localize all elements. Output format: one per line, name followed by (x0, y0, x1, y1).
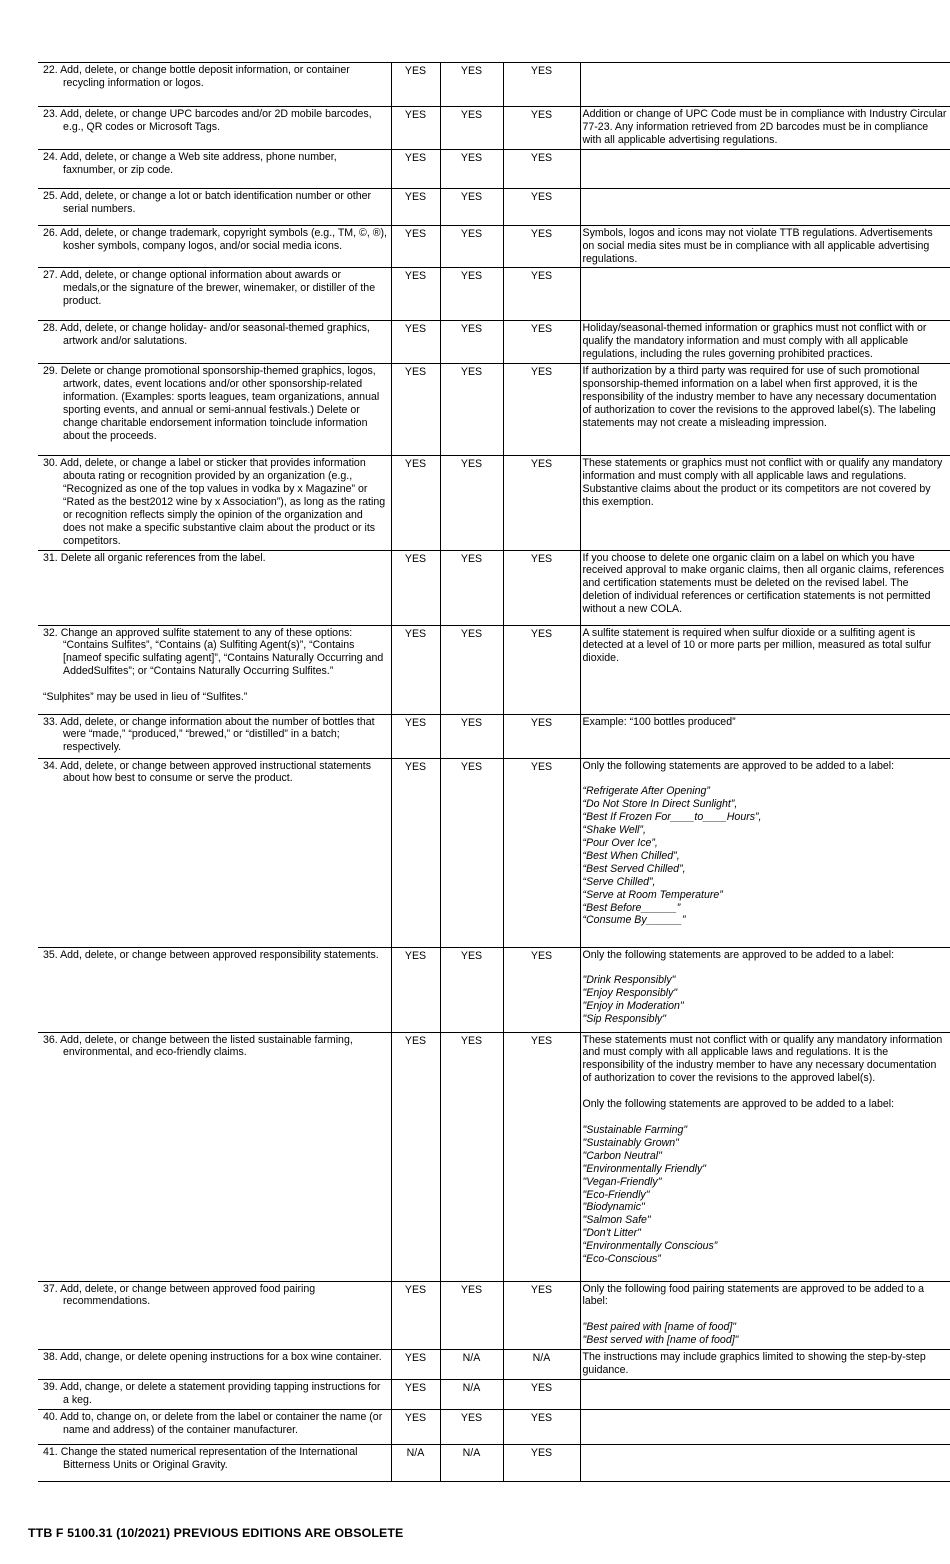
applicability-cell-1: YES (391, 1350, 440, 1380)
form-footer: TTB F 5100.31 (10/2021) PREVIOUS EDITIONS ARE OBSOLETE (28, 1526, 404, 1540)
applicability-cell-3: N/A (503, 1350, 580, 1380)
applicability-cell-3: YES (503, 625, 580, 714)
item-number: 37. (43, 1282, 58, 1295)
description-line (41, 1283, 388, 1309)
applicability-cell-1: YES (391, 188, 440, 225)
item-number: 40. (43, 1410, 58, 1423)
applicability-cell-2: YES (440, 758, 503, 947)
remark-text: Only the following statements are approved to be added to a label: (582, 948, 895, 961)
change-description (38, 714, 391, 758)
change-description (38, 456, 391, 550)
item-text: Add, change, or delete a statement providing tapping instructions for a keg. (60, 1380, 381, 1406)
applicability-cell-3: YES (503, 188, 580, 225)
item-number: 28. (43, 322, 58, 335)
remarks-cell (580, 364, 950, 456)
approved-statement: "Biodynamic" (582, 1201, 645, 1214)
applicability-cell-2: YES (440, 268, 503, 321)
applicability-cell-3: YES (503, 268, 580, 321)
item-text-note: “Sulphites” may be used in lieu of “Sulfites.” (43, 691, 248, 704)
remark-text: If you choose to delete one organic claim on a label on which you have received approval to make organic claims, then all organic claims, references and certification statements must be deleted on the revised label. The deletion of individual references or certification statements is not permitted without a new COLA. (582, 551, 945, 616)
description-line (41, 552, 388, 565)
applicability-cell-3: YES (503, 550, 580, 625)
applicability-cell-3: YES (503, 321, 580, 364)
remarks-cell (580, 1350, 950, 1380)
description-line (41, 627, 388, 679)
change-description (38, 107, 391, 150)
description-line (41, 322, 388, 348)
change-description (38, 321, 391, 364)
remarks-cell (580, 107, 950, 150)
table-row (38, 1444, 950, 1481)
approved-statement: “Best Before______” (582, 901, 681, 914)
table-row (38, 225, 950, 268)
item-number: 34. (43, 759, 58, 772)
item-number: 38. (43, 1351, 58, 1364)
table-row (38, 456, 950, 550)
applicability-cell-3: YES (503, 1409, 580, 1444)
item-number: 41. (43, 1445, 58, 1458)
applicability-cell-1: YES (391, 625, 440, 714)
item-number: 24. (43, 150, 58, 163)
remarks-cell (580, 1281, 950, 1350)
change-description (38, 188, 391, 225)
description-line (41, 1411, 388, 1437)
item-text: Add, delete, or change UPC barcodes and/or 2D mobile barcodes, e.g., QR codes or Microsoft Tags. (60, 108, 372, 133)
description-line (41, 716, 388, 755)
remarks-cell (580, 149, 950, 188)
applicability-cell-1: YES (391, 714, 440, 758)
applicability-cell-1: YES (391, 364, 440, 456)
remarks-cell (580, 225, 950, 268)
change-description (38, 63, 391, 107)
change-description (38, 268, 391, 321)
change-description (38, 947, 391, 1032)
description-line (41, 1381, 388, 1407)
item-text: Add, delete, or change between the listed sustainable farming, environmental, and eco-friendly claims. (60, 1033, 353, 1059)
applicability-cell-2: YES (440, 1281, 503, 1350)
approved-statement: “Serve at Room Temperature” (582, 888, 723, 901)
remarks-cell (580, 714, 950, 758)
table-row (38, 149, 950, 188)
remark-text: The instructions may include graphics limited to showing the step-by-step guidance. (582, 1351, 926, 1377)
applicability-cell-1: YES (391, 1281, 440, 1350)
table-row (38, 714, 950, 758)
approved-statement: “Do Not Store In Direct Sunlight”, (582, 798, 738, 811)
remarks-cell (580, 1409, 950, 1444)
applicability-cell-1: YES (391, 456, 440, 550)
item-text: Add, delete, or change optional information about awards or medals,or the signature of the brewer, winemaker, or distiller of the product. (60, 269, 376, 308)
remark-text: Only the following statements are approved to be added to a label: (582, 759, 895, 772)
approved-statement: "Carbon Neutral" (582, 1149, 662, 1162)
item-number: 33. (43, 715, 58, 728)
item-number: 26. (43, 226, 58, 239)
approved-statement: "Environmentally Friendly" (582, 1162, 707, 1175)
approved-statement: "Best served with [name of food]" (582, 1334, 739, 1347)
remarks-cell (580, 321, 950, 364)
approved-statement: “Best When Chilled”, (582, 849, 680, 862)
approved-statement: “Best If Frozen For____to____Hours”, (582, 811, 762, 824)
applicability-cell-1: YES (391, 1409, 440, 1444)
remarks-cell (580, 268, 950, 321)
remark-text: Example: “100 bottles produced” (582, 715, 736, 728)
item-text: Delete or change promotional sponsorship-themed graphics, logos, artwork, dates, event locations and/or other sponsorship-related information. (Examples: sports leagues, team organizations, annual sporting events, and annual or semi-annual festivals.) Delete or change charitable endorsement information toinclude information about the proceeds. (60, 365, 380, 442)
item-number: 27. (43, 269, 58, 282)
item-number: 22. (43, 64, 58, 76)
change-description (38, 149, 391, 188)
table-row (38, 321, 950, 364)
change-description (38, 364, 391, 456)
description-line (41, 190, 388, 216)
applicability-cell-3: YES (503, 1444, 580, 1481)
description-line (41, 64, 388, 90)
table-row (38, 364, 950, 456)
applicability-cell-1: YES (391, 63, 440, 107)
applicability-cell-1: YES (391, 1032, 440, 1281)
remark-text: Addition or change of UPC Code must be in compliance with Industry Circular 77-23. Any information retrieved from 2D barcodes must be in compliance with all applicable advertising regulations. (582, 108, 947, 146)
approved-statement: "Enjoy in Moderation" (582, 1000, 684, 1013)
approved-statement: “Serve Chilled”, (582, 875, 656, 888)
applicability-cell-1: YES (391, 268, 440, 321)
applicability-cell-1: YES (391, 758, 440, 947)
table-row (38, 1409, 950, 1444)
remarks-cell (580, 1379, 950, 1409)
remarks-cell (580, 456, 950, 550)
applicability-cell-1: YES (391, 149, 440, 188)
applicability-cell-1: YES (391, 1379, 440, 1409)
table-row (38, 947, 950, 1032)
remarks-cell (580, 625, 950, 714)
item-text: Add, delete, or change between approved instructional statements about how best to consume or serve the product. (60, 759, 372, 785)
approved-statement: “Shake Well”, (582, 824, 646, 837)
approved-statement: "Sustainably Grown" (582, 1136, 679, 1149)
applicability-cell-1: N/A (391, 1444, 440, 1481)
applicability-cell-1: YES (391, 321, 440, 364)
description-line (41, 457, 388, 547)
remarks-cell (580, 550, 950, 625)
item-number: 39. (43, 1380, 58, 1393)
applicability-cell-2: N/A (440, 1350, 503, 1380)
item-text: Add, delete, or change trademark, copyright symbols (e.g., TM, ©, ®), kosher symbols, company logos, and/or social media icons. (60, 226, 387, 252)
applicability-cell-2: N/A (440, 1444, 503, 1481)
item-text: Add, change, or delete opening instructions for a box wine container. (60, 1351, 382, 1364)
table-row (38, 268, 950, 321)
description-line (41, 108, 388, 134)
remark-text: A sulfite statement is required when sulfur dioxide or a sulfiting agent is detected at a level of 10 or more parts per million, measured as total sulfur dioxide. (582, 626, 932, 665)
table-row (38, 188, 950, 225)
applicability-cell-2: YES (440, 714, 503, 758)
description-line (41, 365, 388, 442)
table-row (38, 107, 950, 150)
applicability-cell-2: YES (440, 947, 503, 1032)
remarks-cell (580, 947, 950, 1032)
table-row (38, 1379, 950, 1409)
applicability-cell-3: YES (503, 225, 580, 268)
applicability-cell-2: YES (440, 364, 503, 456)
applicability-cell-1: YES (391, 550, 440, 625)
approved-statement: "Eco-Friendly" (582, 1188, 650, 1201)
change-description (38, 625, 391, 714)
applicability-cell-3: YES (503, 1032, 580, 1281)
item-text: Add, delete, or change between approved responsibility statements. (60, 948, 379, 961)
applicability-cell-1: YES (391, 107, 440, 150)
remark-text: Holiday/seasonal-themed information or graphics must not conflict with or qualify the mandatory information and must comply with all applicable regulations, including the rules governing prohibited practices. (582, 322, 927, 361)
change-description (38, 1379, 391, 1409)
applicability-cell-2: YES (440, 63, 503, 107)
applicability-cell-3: YES (503, 149, 580, 188)
item-number: 25. (43, 189, 58, 202)
item-text: Add, delete, or change a lot or batch identification number or other serial numbers. (60, 189, 372, 215)
description-line (41, 1446, 388, 1472)
item-number: 29. (43, 365, 58, 378)
applicability-cell-3: YES (503, 107, 580, 150)
approved-statement: "Drink Responsibly" (582, 974, 676, 987)
item-text: Add, delete, or change bottle deposit information, or container recycling information or logos. (60, 64, 350, 89)
remark-text: If authorization by a third party was required for use of such promotional sponsorship-themed information on a label when first approved, it is the responsibility of the industry member to have any necessary documentation of authorization to cover the revisions to the approved label(s). The labeling statements may not create a misleading impression. (582, 365, 937, 429)
applicability-cell-3: YES (503, 456, 580, 550)
approved-statement: “Consume By______” (582, 914, 686, 927)
item-text: Add, delete, or change between approved food pairing recommendations. (60, 1282, 316, 1308)
approved-statement: “Refrigerate After Opening” (582, 785, 710, 798)
approved-statement: "Don't Litter" (582, 1227, 641, 1240)
table-row (38, 625, 950, 714)
change-description (38, 1281, 391, 1350)
remark-text: These statements or graphics must not conflict with or qualify any mandatory information and must comply with all applicable laws and regulations. Substantive claims about the product or its competitors are not covered by this exemption. (582, 457, 943, 508)
item-number: 31. (43, 551, 58, 564)
description-line (41, 1034, 388, 1060)
item-text: Add, delete, or change information about the number of bottles that were “made,” “produced,” “brewed,” or “distilled” in a batch; respectively. (60, 715, 375, 754)
approved-statement: “Best Served Chilled”, (582, 862, 686, 875)
applicability-cell-1: YES (391, 947, 440, 1032)
remark-text: These statements must not conflict with or qualify any mandatory information and must comply with all applicable laws and regulations. It is the responsibility of the industry member to have any necessary documentation of authorization to cover the revisions to the approved label(s). (582, 1033, 943, 1085)
table-row (38, 550, 950, 625)
change-description (38, 758, 391, 947)
applicability-cell-2: YES (440, 149, 503, 188)
description-line (41, 227, 388, 253)
approved-statement: "Sip Responsibly" (582, 1013, 666, 1026)
item-text: Add, delete, or change holiday- and/or seasonal-themed graphics, artwork and/or salutations. (60, 322, 370, 348)
applicability-cell-1: YES (391, 225, 440, 268)
applicability-cell-3: YES (503, 758, 580, 947)
applicability-cell-2: YES (440, 456, 503, 550)
remark-text: Symbols, logos and icons may not violate TTB regulations. Advertisements on social media sites must be in compliance with all applicable advertising regulations. (582, 226, 933, 265)
item-number: 35. (43, 948, 58, 961)
applicability-cell-3: YES (503, 1379, 580, 1409)
applicability-cell-3: YES (503, 364, 580, 456)
change-description (38, 1032, 391, 1281)
change-description (38, 1350, 391, 1380)
applicability-cell-2: YES (440, 625, 503, 714)
item-text: Add, delete, or change a label or sticker that provides information abouta rating or recognition provided by an organization (e.g., “Recognized as one of the top values in vodka by x Magazine” or “Rated as the best2012 wine by x Association”), as long as the rating or recognition reflects simply the opinion of the organization and does not make a specific substantive claim about the product or its competitors. (60, 457, 386, 547)
change-description (38, 1444, 391, 1481)
remark-text: Only the following statements are approved to be added to a label: (582, 1098, 895, 1111)
item-number: 30. (43, 457, 58, 470)
approved-statement: “Environmentally Conscious” (582, 1240, 718, 1253)
item-text: Delete all organic references from the label. (60, 551, 266, 564)
approved-statement: "Salmon Safe" (582, 1214, 651, 1227)
applicability-cell-2: YES (440, 107, 503, 150)
item-text: Add, delete, or change a Web site address, phone number, faxnumber, or zip code. (60, 150, 337, 176)
table-row (38, 1281, 950, 1350)
applicability-cell-2: YES (440, 550, 503, 625)
approved-statement: “Pour Over Ice”, (582, 837, 658, 850)
remarks-cell (580, 758, 950, 947)
applicability-cell-3: YES (503, 63, 580, 107)
applicability-cell-2: YES (440, 321, 503, 364)
item-text: Change the stated numerical representation of the International Bitterness Units or Original Gravity. (60, 1445, 358, 1471)
remarks-cell (580, 1444, 950, 1481)
change-description (38, 550, 391, 625)
change-description (38, 225, 391, 268)
applicability-cell-2: YES (440, 225, 503, 268)
remarks-cell (580, 188, 950, 225)
description-line (41, 269, 388, 308)
exemptions-table (38, 62, 950, 1482)
remarks-cell (580, 1032, 950, 1281)
description-line (41, 151, 388, 177)
description-line (41, 760, 388, 786)
approved-statement: "Enjoy Responsibly" (582, 987, 678, 1000)
applicability-cell-3: YES (503, 1281, 580, 1350)
approved-statement: "Best paired with [name of food]" (582, 1321, 737, 1334)
item-text: Change an approved sulfite statement to any of these options: “Contains Sulfites”, “Contains (a) Sulfiting Agent(s)”, “Contains [nameof specific sulfating agent]”, “Contains Naturally Occurring and AddedSulfites”; or “Contains Naturally Occurring Sulfites.” (60, 626, 384, 678)
applicability-cell-3: YES (503, 714, 580, 758)
applicability-cell-2: N/A (440, 1379, 503, 1409)
applicability-cell-3: YES (503, 947, 580, 1032)
remarks-cell (580, 63, 950, 107)
item-number: 32. (43, 626, 58, 639)
table-row (38, 1350, 950, 1380)
applicability-cell-2: YES (440, 1032, 503, 1281)
applicability-cell-2: YES (440, 1409, 503, 1444)
description-line (41, 1351, 388, 1364)
approved-statement: “Eco-Conscious” (582, 1253, 661, 1266)
table-row (38, 758, 950, 947)
table-row (38, 63, 950, 107)
item-number: 36. (43, 1033, 58, 1046)
approved-statement: "Vegan-Friendly" (582, 1175, 662, 1188)
applicability-cell-2: YES (440, 188, 503, 225)
change-description (38, 1409, 391, 1444)
item-text: Add to, change on, or delete from the label or container the name (or name and address) of the container manufacturer. (60, 1410, 383, 1436)
approved-statement: "Sustainable Farming" (582, 1124, 688, 1137)
remark-text: Only the following food pairing statements are approved to be added to a label: (582, 1282, 925, 1308)
item-number: 23. (43, 108, 58, 120)
table-row (38, 1032, 950, 1281)
description-line (41, 949, 388, 962)
